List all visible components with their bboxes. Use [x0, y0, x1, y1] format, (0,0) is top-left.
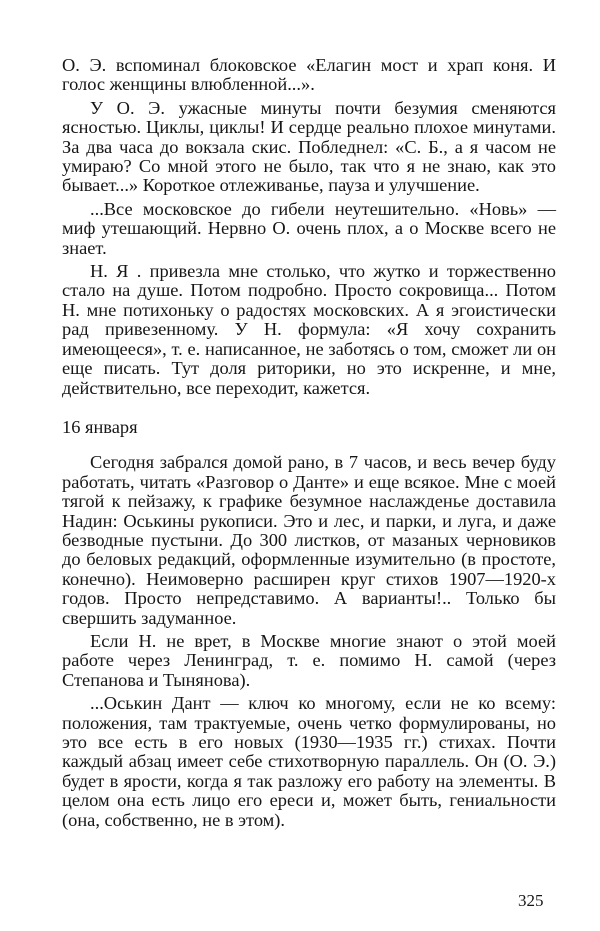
paragraph-1: О. Э. вспоминал блоковское «Елагин мост и храп коня. И голос женщины влюбленной...».	[62, 55, 556, 95]
paragraph-6: Если Н. не врет, в Москве многие знают о этой моей работе через Ленинград, т. е. помимо Н. самой (через Степанова и Тынянова).	[62, 630, 556, 690]
paragraph-4: Н. Я . привезла мне столько, что жутко и торжественно стало на душе. Потом подробно. Просто сокровища... Потом Н. мне потихоньку о радостях московских. А я эгоистически рад привезенному. У Н. формула: «Я хочу сохранить имеющееся», т. е. написанное, не заботясь о том, сможет ли он еще писать. Тут доля риторики, но это искренне, и мне, действительно, все переходит, кажется.	[62, 261, 556, 398]
page-number: 325	[518, 891, 544, 910]
paragraph-7: ...Оськин Дант — ключ ко многому, если не ко всему: положения, там трактуемые, очень четко формулированы, но это все есть в его новых (1930—1935 гг.) стихах. Почти каждый абзац имеет себе стихотворную параллель. Он (О. Э.) будет в ярости, когда я так разложу его работу на элементы. В целом она есть лицо его ереси и, может быть, гениальности (она, собственно, не в этом).	[62, 693, 556, 830]
body-text	[62, 56, 556, 834]
date-heading: 16 января	[62, 416, 138, 437]
paragraph-5: Сегодня забрался домой рано, в 7 часов, и весь вечер буду работать, читать «Разговор о Данте» и еще всякое. Мне с моей тягой к пейзажу, к графике безумное наслажденье доставила Надин: Оськины рукописи. Это и лес, и парки, и луга, и даже безводные пустыни. До 300 листков, от мазаных черновиков до беловых редакций, оформленные изумительно (в простоте, конечно). Неимоверно расширен круг стихов 1907—1920-х годов. Просто непредставимо. А варианты!.. Только бы свершить задуманное.	[62, 452, 556, 628]
paragraph-2: У О. Э. ужасные минуты почти безумия сменяются ясностью. Циклы, циклы! И сердце реально плохое минутами. За два часа до вокзала скис. Побледнел: «С. Б., а я часом не умираю? Со мной этого не было, так что я не знаю, как это бывает...» Короткое отлеживанье, пауза и улучшение.	[62, 97, 556, 196]
paragraph-3: ...Все московское до гибели неутешительно. «Новь» — миф утешающий. Нервно О. очень плох, а о Москве всего не знает.	[62, 198, 556, 258]
